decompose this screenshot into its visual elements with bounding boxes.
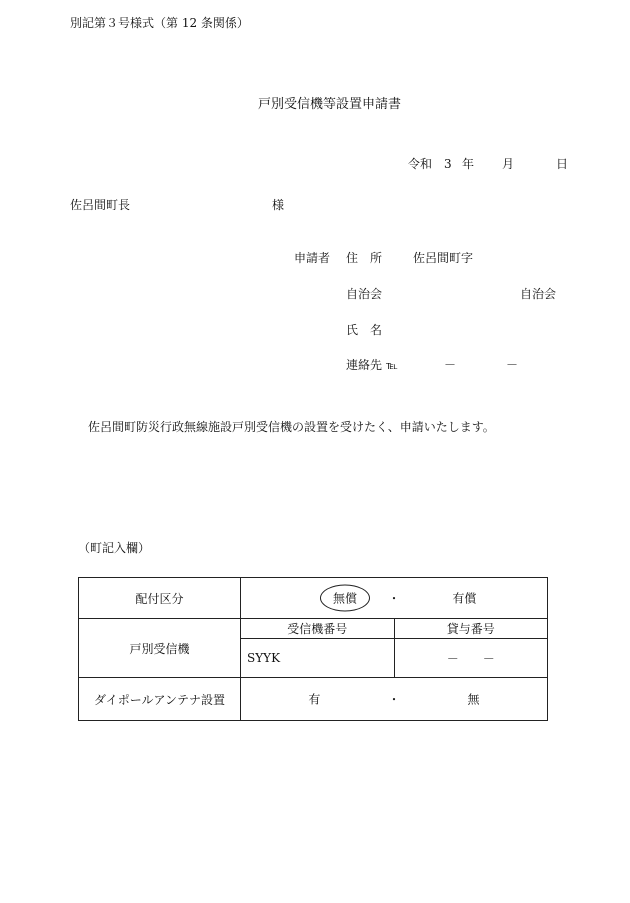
dipole-label: ダイポールアンテナ設置 bbox=[79, 678, 241, 721]
loan-number-value: － － bbox=[394, 639, 548, 678]
section-label: （町記入欄） bbox=[78, 541, 151, 555]
receiver-number-value: SYYK bbox=[241, 639, 395, 678]
application-statement: 佐呂間町防災行政無線施設戸別受信機の設置を受けたく、申請いたします。 bbox=[88, 420, 495, 434]
phone-dash-1: － bbox=[444, 358, 457, 372]
contact-label: 連絡先 bbox=[346, 358, 383, 372]
distribution-label: 配付区分 bbox=[79, 578, 241, 619]
dipole-row bbox=[79, 678, 548, 721]
form-number-note: 別記第３号様式（第 12 条関係） bbox=[70, 16, 249, 30]
jichikai-suffix: 自治会 bbox=[520, 287, 557, 301]
separator-dot: ・ bbox=[387, 591, 401, 606]
receiver-number-header: 受信機番号 bbox=[241, 619, 395, 639]
loan-number-header: 貸与番号 bbox=[394, 619, 548, 639]
date-month-unit: 月 bbox=[502, 157, 515, 171]
tel-label: ℡ bbox=[386, 359, 398, 372]
distribution-row bbox=[79, 578, 548, 619]
addressee-honorific: 様 bbox=[272, 198, 285, 212]
option-no: 無 bbox=[467, 692, 480, 707]
date-year-number: 3 bbox=[444, 157, 452, 171]
addressee-name: 佐呂間町長 bbox=[70, 198, 131, 212]
address-value: 佐呂間町字 bbox=[413, 251, 474, 265]
receiver-header-row bbox=[79, 619, 548, 639]
jichikai-label: 自治会 bbox=[346, 287, 383, 301]
page-title: 戸別受信機等設置申請書 bbox=[258, 97, 402, 112]
receiver-label: 戸別受信機 bbox=[79, 619, 241, 678]
applicant-label: 申請者 bbox=[294, 251, 331, 265]
option-paid: 有償 bbox=[452, 591, 477, 606]
name-label: 氏 名 bbox=[346, 323, 383, 337]
address-label: 住 所 bbox=[346, 251, 383, 265]
distribution-options bbox=[241, 578, 548, 619]
date-year-unit: 年 bbox=[462, 157, 475, 171]
option-yes: 有 bbox=[308, 692, 321, 707]
separator-dot: ・ bbox=[387, 692, 401, 707]
date-day-unit: 日 bbox=[556, 157, 569, 171]
option-free-circled: 無償 bbox=[320, 585, 370, 612]
date-era: 令和 bbox=[408, 157, 433, 171]
phone-dash-2: － bbox=[506, 358, 519, 372]
office-use-table bbox=[78, 577, 548, 721]
dipole-options bbox=[241, 678, 548, 721]
